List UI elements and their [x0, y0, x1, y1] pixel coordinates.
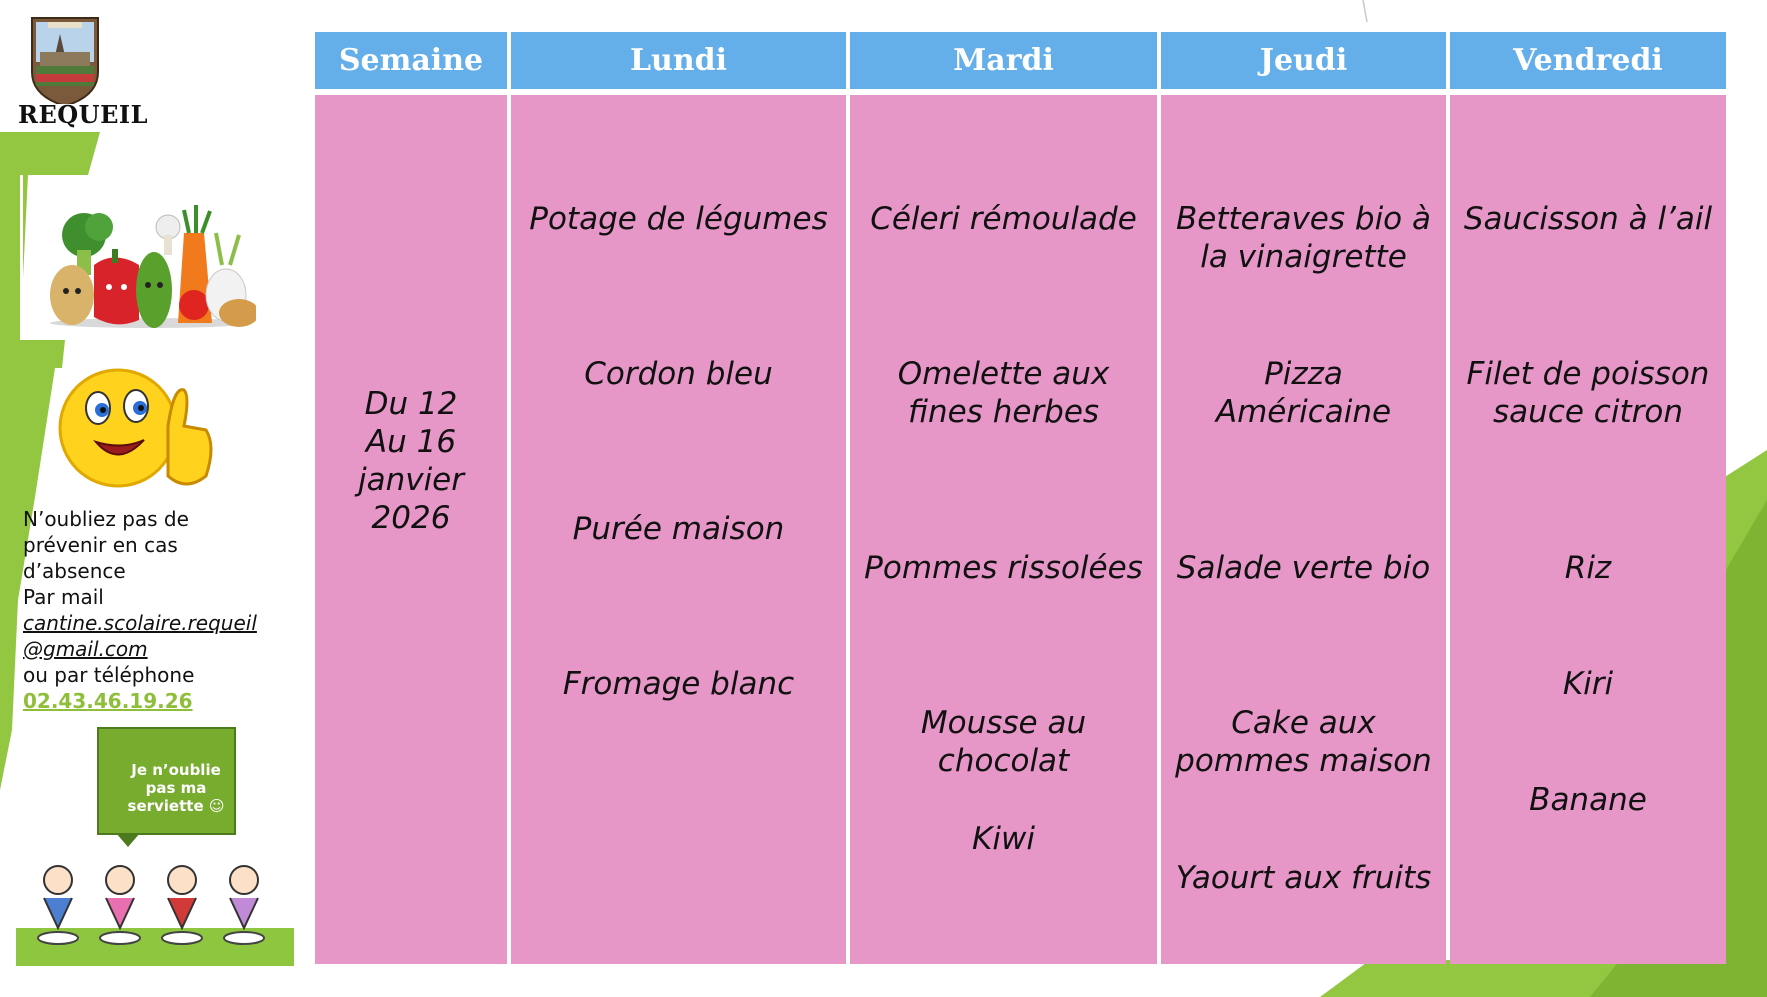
phone-link[interactable]: 02.43.46.19.26 [23, 689, 193, 713]
menu-item: chocolat [937, 743, 1070, 779]
header-mardi: Mardi [850, 32, 1157, 89]
menu-item: Cordon bleu [584, 356, 773, 392]
menu-item: Purée maison [572, 511, 785, 547]
menu-item: Salade verte bio [1176, 550, 1431, 586]
menu-item: Saucisson à l’ail [1463, 201, 1713, 237]
menu-item: Pommes rissolées [864, 550, 1143, 586]
menu-item: Filet de poisson [1466, 356, 1710, 392]
vendredi-cell [1450, 95, 1726, 964]
menu-item: Potage de légumes [529, 201, 828, 237]
menu-item: Betteraves bio à [1176, 201, 1431, 237]
menu-item: Américaine [1215, 394, 1392, 430]
week-line: Au 16 [365, 424, 457, 460]
menu-item: Riz [1564, 550, 1612, 586]
notice-line: N’oubliez pas de [23, 507, 189, 531]
header-jeudi: Jeudi [1161, 32, 1446, 89]
menu-item: Omelette aux [897, 356, 1110, 392]
mardi-cell [850, 95, 1157, 964]
notice-line: Par mail [23, 585, 104, 609]
week-line: janvier [357, 462, 465, 498]
menu-item: Kiwi [972, 821, 1035, 857]
header-semaine: Semaine [315, 32, 507, 89]
vegetables-illustration [44, 205, 256, 330]
notice-line: d’absence [23, 559, 126, 583]
napkin-reminder-text: Je n’oublie pas ma serviette ☺ [127, 761, 225, 815]
lundi-cell [511, 95, 846, 964]
smiley-thumbs-up-icon [56, 366, 236, 498]
header-lundi: Lundi [511, 32, 846, 89]
menu-item: Cake aux [1231, 705, 1376, 741]
email-link[interactable]: cantine.scolaire.requeil [23, 611, 257, 635]
menu-item: Banane [1529, 782, 1647, 818]
menu-item: sauce citron [1493, 394, 1683, 430]
week-cell [315, 95, 507, 964]
week-line: 2026 [371, 500, 451, 536]
notice-line: prévenir en cas [23, 533, 178, 557]
week-dates [315, 385, 507, 537]
absence-notice [23, 506, 273, 714]
bubble-tail [116, 833, 140, 847]
menu-item: la vinaigrette [1200, 239, 1407, 275]
menu-item: Mousse au [920, 705, 1087, 741]
jeudi-cell [1161, 95, 1446, 964]
menu-item: pommes maison [1175, 743, 1432, 779]
email-link-domain[interactable]: @gmail.com [23, 637, 148, 661]
menu-item: Kiri [1562, 666, 1614, 702]
green-decor-left [0, 0, 310, 997]
children-eating-illustration [16, 858, 294, 966]
menu-item: fines herbes [907, 394, 1100, 430]
town-name: REQUEIL [18, 100, 148, 129]
menu-item: Pizza [1264, 356, 1343, 392]
menu-item: Céleri rémoulade [870, 201, 1137, 237]
menu-item: Fromage blanc [562, 666, 795, 702]
phone-prefix: ou par téléphone [23, 663, 195, 687]
weekly-menu-table [311, 26, 1730, 970]
header-vendredi: Vendredi [1450, 32, 1726, 89]
week-line: Du 12 [364, 386, 458, 422]
napkin-reminder-bubble [97, 727, 236, 835]
menu-item: Yaourt aux fruits [1175, 860, 1432, 896]
